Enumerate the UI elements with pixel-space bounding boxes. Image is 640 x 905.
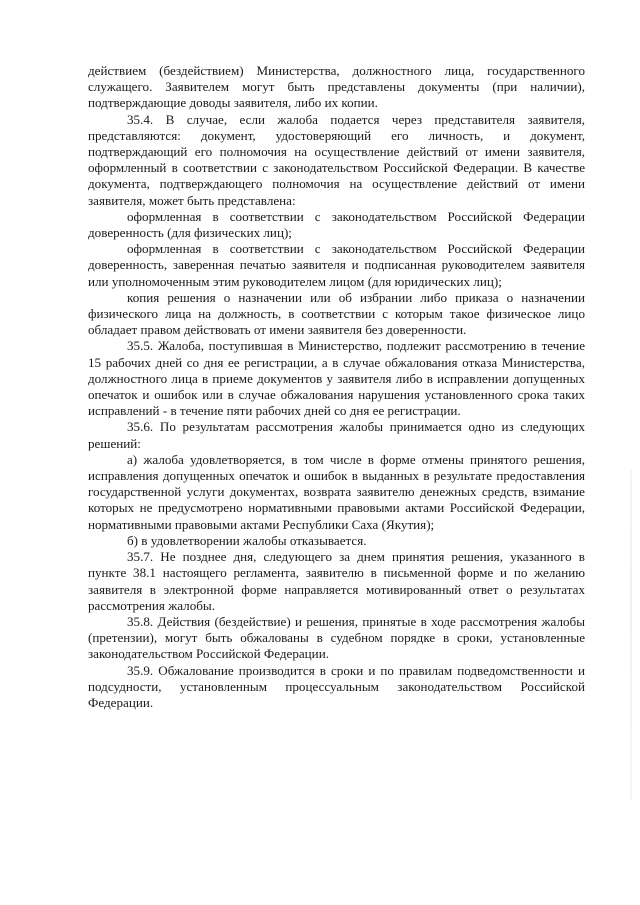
paragraph-35-9: 35.9. Обжалование производится в сроки и по правилам подведомственности и подсудности, установленным процессуальным законодательством Российской Федерации. xyxy=(88,662,585,710)
paragraph-35-5: 35.5. Жалоба, поступившая в Министерство, подлежит рассмотрению в течение 15 рабочих дней со дня ее регистрации, а в случае обжалования отказа Министерства, должностного лица в приеме документов у заявителя либо в исправлении допущенных опечаток и ошибок или в случае обжалования нарушения установленного срока таких исправлений - в течение пяти рабочих дней со дня ее регистрации. xyxy=(88,338,585,419)
decision-item-a: а) жалоба удовлетворяется, в том числе в форме отмены принятого решения, исправления допущенных опечаток и ошибок в выданных в результате предоставления государственной услуги документах, возврата заявителю денежных средств, взимание которых не предусмотрено нормативными правовыми актами Российской Федерации, нормативными правовыми актами Республики Саха (Якутия); xyxy=(88,451,585,532)
list-item-legal-entity-power-of-attorney: оформленная в соответствии с законодательством Российской Федерации доверенность, заверенная печатью заявителя и подписанная руководителем заявителя или уполномоченным этим руководителем лицом (для юридических лиц); xyxy=(88,241,585,289)
paragraph-35-7: 35.7. Не позднее дня, следующего за днем принятия решения, указанного в пункте 38.1 настоящего регламента, заявителю в письменной форме и по желанию заявителя в электронной форме направляется мотивированный ответ о результатах рассмотрения жалобы. xyxy=(88,549,585,613)
list-item-appointment-order-copy: копия решения о назначении или об избрании либо приказа о назначении физического лица на должность, в соответствии с которым такое физическое лицо обладает правом действовать от имени заявителя без доверенности. xyxy=(88,289,585,338)
scan-margin-mark xyxy=(630,470,632,800)
paragraph-35-4: 35.4. В случае, если жалоба подается через представителя заявителя, представляются: документ, удостоверяющий его личность, и документ, подтверждающий его полномочия на осуществление действий от имени заявителя, оформленный в соответствии с законодательством Российской Федерации. В качестве документа, подтверждающего полномочия на осуществление действий от имени заявителя, может быть представлена: xyxy=(88,111,585,208)
paragraph-35-6: 35.6. По результатам рассмотрения жалобы принимается одно из следующих решений: xyxy=(88,419,585,451)
paragraph-35-8: 35.8. Действия (бездействие) и решения, принятые в ходе рассмотрения жалобы (претензии), могут быть обжалованы в судебном порядке в сроки, установленные законодательством Российской Федерации. xyxy=(88,613,585,662)
list-item-individual-power-of-attorney: оформленная в соответствии с законодательством Российской Федерации доверенность (для физических лиц); xyxy=(88,208,585,241)
document-body xyxy=(88,63,585,711)
paragraph-continuation: действием (бездействием) Министерства, должностного лица, государственного служащего. Заявителем могут быть представлены документы (при наличии), подтверждающие доводы заявителя, либо их копии. xyxy=(88,63,585,111)
decision-item-b: б) в удовлетворении жалобы отказывается. xyxy=(127,532,367,548)
